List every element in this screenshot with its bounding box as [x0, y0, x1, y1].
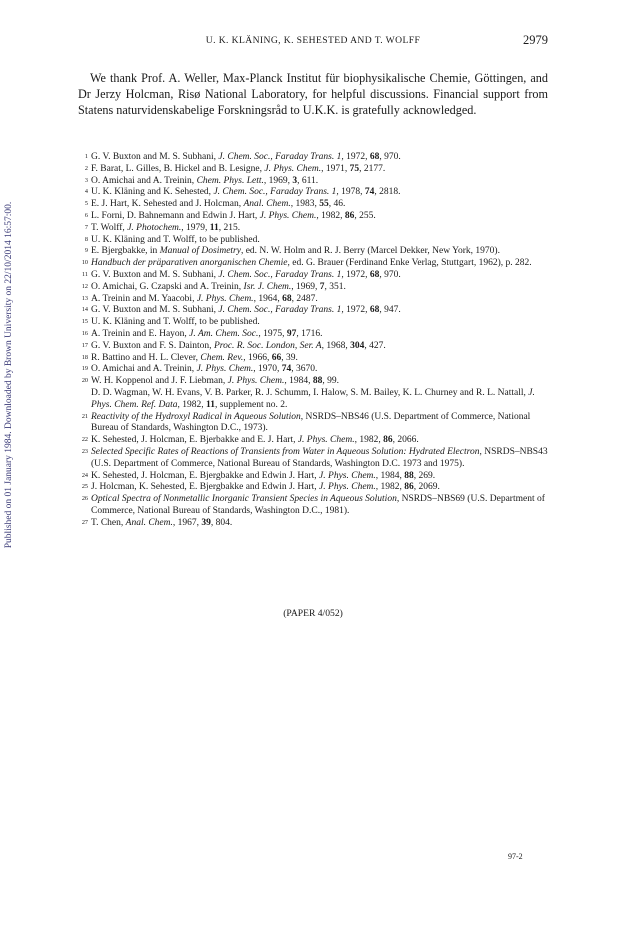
reference-text: A. Treinin and E. Hayon, [91, 328, 190, 339]
reference-number: 5 [84, 200, 88, 208]
reference-text: 68 [369, 152, 380, 162]
reference-text: , 1967, [172, 517, 202, 528]
reference-text: E. Bjergbakke, in [91, 246, 160, 257]
reference-number: 16 [81, 329, 88, 337]
reference-text: , 970. [379, 269, 401, 280]
reference-item [78, 447, 552, 471]
reference-text: 68 [369, 269, 380, 280]
reference-number: 18 [81, 353, 88, 361]
reference-number: 13 [81, 294, 88, 302]
reference-text: , 1964, [253, 293, 283, 304]
reference-text: Selected Specific Rates of Reactions of Transients from Water in Aqueous Solution: Hydrated Electron [91, 446, 480, 457]
reference-number: 7 [84, 223, 88, 231]
reference-text: 97 [286, 328, 297, 339]
acknowledgement-paragraph: We thank Prof. A. Weller, Max-Planck Institut für biophysikalische Chemie, Göttingen, and Dr Jerzy Holcman, Risø National Laboratory, for helpful discussions. Financial support from Statens naturvidenskabelige Forskningsråd to U.K.K. is gratefully acknowledged. [78, 71, 548, 117]
reference-number: 6 [84, 211, 88, 219]
reference-text: F. Barat, L. Gilles, B. Hickel and B. Lesigne, [91, 163, 265, 174]
reference-text: K. Sehested, J. Holcman, E. Bjergbakke and Edwin J. Hart, [91, 470, 320, 481]
reference-item [78, 376, 552, 388]
reference-text: J. Chem. Soc., Faraday Trans. 1 [218, 152, 342, 162]
reference-text: O. Amichai and A. Treinin, [91, 175, 197, 186]
reference-text: Chem. Phys. Lett. [196, 175, 264, 186]
reference-text: Handbuch der präparativen anorganischen Chemie [91, 258, 288, 269]
reference-text: 68 [369, 305, 380, 316]
reference-text: 86 [344, 210, 355, 221]
reference-text: J. Phys. Chem. [196, 364, 254, 375]
reference-number: 1 [84, 153, 88, 160]
reference-text: , ed. N. W. Holm and R. J. Berry (Marcel Dekker, New York, 1970). [240, 246, 500, 257]
reference-text: L. Forni, D. Bahnemann and Edwin J. Hart, [91, 210, 260, 221]
download-watermark-text: Published on 01 January 1984. Downloaded by Brown University on 22/10/2014 16:57:00. [4, 201, 14, 549]
reference-number: 26 [81, 495, 88, 503]
reference-text: , 2069. [413, 482, 440, 493]
reference-text: Anal. Chem. [125, 517, 173, 528]
reference-number: 21 [81, 412, 88, 420]
reference-text: Chem. Rev. [200, 352, 244, 363]
reference-text: 304 [350, 340, 365, 351]
reference-text: U. K. Kläning and K. Sehested, [91, 187, 214, 198]
paper-code: (PAPER 4/052) [283, 608, 343, 619]
reference-text: J. Am. Chem. Soc. [189, 328, 259, 339]
reference-text: 7 [319, 281, 325, 292]
reference-text: , 2818. [374, 187, 401, 198]
reference-number: 17 [81, 341, 88, 349]
reference-text: , 1982, [375, 482, 405, 493]
reference-item [78, 412, 552, 436]
reference-item [78, 353, 552, 365]
reference-number: 3 [84, 176, 88, 184]
reference-text: 86 [383, 435, 393, 446]
reference-text: J. Phys. Chem. [264, 163, 322, 174]
reference-text: 11 [206, 399, 216, 410]
reference-number: 27 [81, 518, 88, 526]
reference-number: 14 [81, 306, 88, 314]
reference-item [78, 235, 552, 247]
page-header [78, 33, 548, 51]
reference-item [78, 435, 552, 447]
reference-text: 86 [404, 482, 414, 493]
reference-item [78, 494, 552, 518]
reference-text: U. K. Kläning and T. Wolff, to be published. [91, 317, 260, 328]
reference-text: 88 [312, 376, 323, 387]
reference-text: K. Sehested, J. Holcman, E. Bjerbakke and E. J. Hart, [91, 435, 298, 446]
reference-text: Proc. R. Soc. London, Ser. A [213, 340, 322, 351]
reference-list [78, 152, 552, 530]
reference-number: 15 [81, 318, 88, 326]
reference-text: , 215. [218, 222, 241, 233]
reference-text: , 1972, [341, 305, 370, 316]
reference-text: , 1982, [316, 210, 345, 221]
reference-text: , 611. [297, 175, 319, 186]
reference-text: , 269. [413, 470, 436, 481]
reference-text: , 2066. [392, 435, 419, 446]
reference-text: , 46. [328, 199, 346, 210]
reference-text: Reactivity of the Hydroxyl Radical in Aqueous Solution [91, 411, 301, 422]
reference-item [78, 270, 552, 282]
reference-text: , 427. [364, 340, 386, 351]
reference-text: , NSRDS–NBS69 (U.S. Department of Commerce, National Bureau of Standards, Washington D.C., 1981). [91, 494, 545, 516]
reference-number: 10 [81, 259, 88, 267]
reference-text: J. Phys. Chem. [259, 210, 317, 221]
reference-text: D. D. Wagman, W. H. Evans, V. B. Parker, R. J. Schumm, I. Halow, S. M. Bailey, K. L. Churney and R. L. Nattall, [91, 387, 529, 398]
reference-text: , supplement no. 2. [215, 399, 288, 410]
reference-number: 23 [81, 447, 88, 455]
reference-text: 68 [282, 293, 292, 304]
reference-text: , 1982, [177, 399, 207, 410]
reference-text: 3 [292, 175, 298, 186]
reference-text: 66 [271, 352, 282, 363]
reference-text: , 1716. [296, 328, 323, 339]
reference-text: 75 [349, 163, 360, 174]
reference-item [78, 223, 552, 235]
reference-text: 74 [364, 187, 375, 198]
reference-text: , 1969, [263, 175, 293, 186]
reference-text: R. Battino and H. L. Clever, [91, 352, 201, 363]
reference-item [78, 364, 552, 376]
reference-number: 25 [81, 483, 88, 491]
reference-text: 74 [281, 364, 292, 375]
reference-number: 22 [81, 436, 88, 444]
reference-item [78, 317, 552, 329]
reference-text: , 1982, [354, 435, 384, 446]
reference-text: 55 [319, 199, 329, 210]
reference-text: E. J. Hart, K. Sehested and J. Holcman, [91, 199, 244, 210]
download-watermark [0, 160, 18, 590]
reference-text: , 1969, [291, 281, 320, 292]
reference-text: G. V. Buxton and M. S. Subhani, [91, 152, 219, 162]
reference-text: J. Chem. Soc., Faraday Trans. 1 [218, 269, 342, 280]
reference-number: 20 [81, 377, 88, 385]
reference-number: 19 [81, 365, 88, 373]
reference-text: A. Treinin and M. Yaacobi, [91, 293, 197, 304]
reference-item [78, 187, 552, 199]
reference-text: , 39. [281, 352, 298, 363]
reference-text: , NSRDS–NBS43 (U.S. Department of Commerce, National Bureau of Standards, Washington D.C. 1973 and 1975). [91, 446, 548, 469]
reference-text: , 2177. [359, 163, 386, 174]
reference-text: Anal. Chem. [243, 199, 291, 210]
reference-number: 4 [84, 188, 88, 196]
reference-text: J. Phys. Chem. Ref. Data [91, 387, 535, 410]
reference-text: , 1983, [290, 199, 320, 210]
reference-text: , 1970, [253, 364, 282, 375]
reference-text: J. Phys. Chem. [227, 376, 285, 387]
reference-text: J. Phys. Chem. [319, 470, 376, 481]
reference-number: 11 [82, 270, 88, 278]
reference-text: Manual of Dosimetry [159, 246, 241, 257]
reference-text: 39 [201, 517, 211, 528]
reference-item [78, 518, 552, 530]
reference-item [78, 176, 552, 188]
reference-item [78, 258, 552, 270]
reference-text: , 1984, [375, 470, 405, 481]
reference-text: W. H. Koppenol and J. F. Liebman, [91, 376, 228, 387]
reference-text: , 3670. [291, 364, 318, 375]
reference-text: J. Holcman, K. Sehested, E. Bjergbakke and Edwin J. Hart, [91, 482, 320, 493]
reference-item [78, 199, 552, 211]
footer-code: 97-2 [508, 852, 523, 861]
reference-number: 2 [84, 164, 88, 172]
reference-text: J. Chem. Soc., Faraday Trans. 1 [218, 305, 342, 316]
reference-text: , 1984, [284, 376, 313, 387]
reference-item [78, 482, 552, 494]
reference-item [78, 341, 552, 353]
reference-text: , 1971, [321, 163, 350, 174]
running-head: U. K. KLÄNING, K. SEHESTED AND T. WOLFF [205, 35, 421, 46]
reference-text: G. V. Buxton and F. S. Dainton, [91, 340, 214, 351]
reference-text: , 99. [322, 376, 339, 387]
reference-text: O. Amichai, G. Czapski and A. Treinin, [91, 281, 244, 292]
reference-text: , 1966, [243, 352, 272, 363]
reference-text: , 1972, [341, 269, 370, 280]
reference-text: J. Phys. Chem. [319, 482, 376, 493]
reference-text: T. Wolff, [91, 222, 128, 233]
reference-text: , 804. [210, 517, 233, 528]
reference-item [78, 388, 552, 412]
reference-text: 88 [404, 470, 414, 481]
reference-text: O. Amichai and A. Treinin, [91, 364, 197, 375]
reference-item [78, 329, 552, 341]
reference-item [78, 282, 552, 294]
reference-item [78, 211, 552, 223]
page-number: 2979 [523, 33, 548, 47]
reference-number: 12 [81, 282, 88, 290]
reference-text: Optical Spectra of Nonmetallic Inorganic Transient Species in Aqueous Solution [91, 494, 397, 505]
reference-text: T. Chen, [91, 517, 126, 528]
reference-text: , 1972, [341, 152, 370, 162]
reference-text: J. Phys. Chem. [297, 435, 355, 446]
reference-text: G. V. Buxton and M. S. Subhani, [91, 305, 219, 316]
reference-text: J. Photochem. [127, 222, 182, 233]
reference-text: , 1975, [258, 328, 287, 339]
reference-item [78, 246, 552, 258]
reference-item [78, 164, 552, 176]
reference-text: , ed. G. Brauer (Ferdinand Enke Verlag, Stuttgart, 1962), p. 282. [287, 258, 532, 269]
reference-text: , 947. [379, 305, 401, 316]
reference-text: , 1979, [181, 222, 210, 233]
reference-number: 24 [81, 471, 88, 479]
reference-text: J. Chem. Soc., Faraday Trans. 1 [213, 187, 337, 198]
reference-text: , 351. [324, 281, 346, 292]
reference-item [78, 305, 552, 317]
reference-text: 11 [209, 222, 219, 233]
reference-text: Isr. J. Chem. [243, 281, 292, 292]
reference-text: , 255. [354, 210, 376, 221]
reference-text: , 970. [379, 152, 401, 162]
reference-number: 8 [84, 235, 88, 243]
reference-number: 9 [84, 247, 88, 255]
reference-text: , NSRDS–NBS46 (U.S. Department of Commerce, National Bureau of Standards, Washington D.C., 1973). [91, 411, 531, 434]
reference-text: , 1978, [336, 187, 365, 198]
reference-text: G. V. Buxton and M. S. Subhani, [91, 269, 219, 280]
reference-item [78, 152, 552, 164]
reference-text: J. Phys. Chem. [196, 293, 254, 304]
reference-text: , 2487. [291, 293, 318, 304]
reference-text: U. K. Kläning and T. Wolff, to be published. [91, 234, 260, 245]
reference-item [78, 294, 552, 306]
reference-text: , 1968, [321, 340, 351, 351]
reference-item [78, 471, 552, 483]
